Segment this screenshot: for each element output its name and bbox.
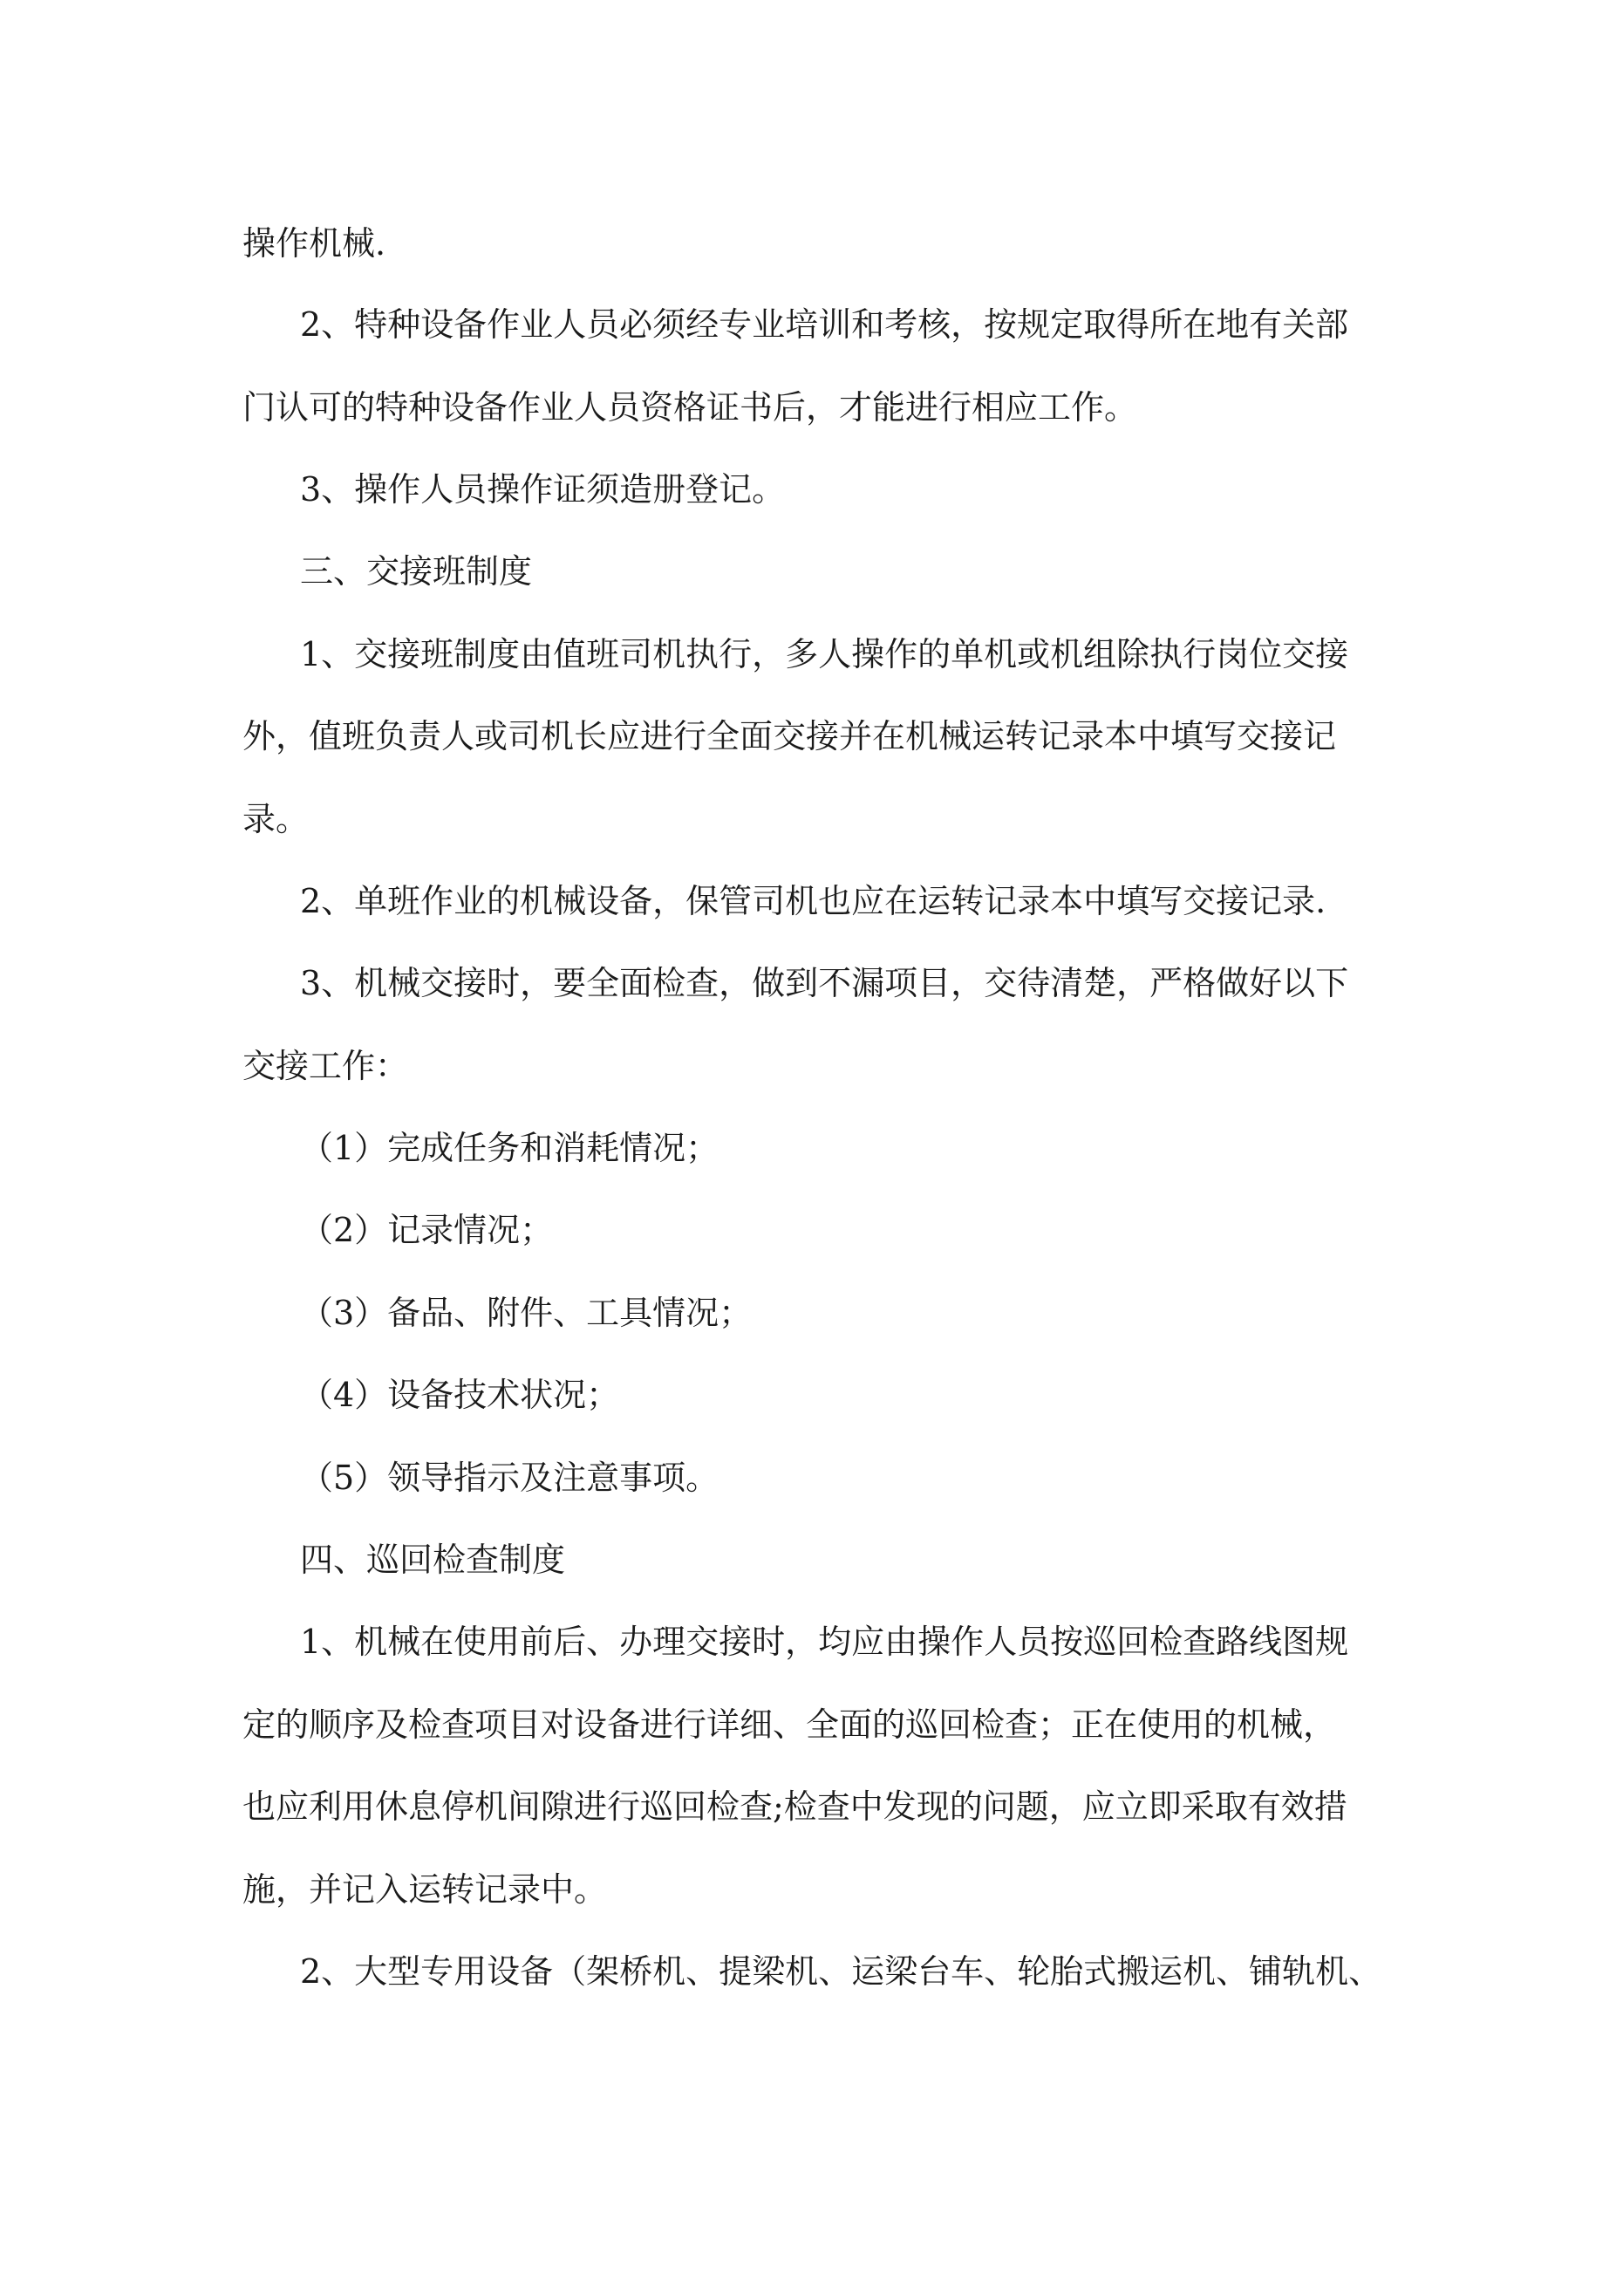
section-heading: 三、交接班制度: [300, 552, 533, 591]
text-line: 录。: [242, 800, 310, 838]
text-line: 2、单班作业的机械设备，保管司机也应在运转记录本中填写交接记录.: [300, 882, 1326, 920]
list-item: （3）备品、附件、工具情况；: [300, 1294, 753, 1332]
text-line: 3、操作人员操作证须造册登记。: [300, 470, 786, 509]
text-line: 交接工作：: [242, 1047, 409, 1085]
text-line: 定的顺序及检查项目对设备进行详细、全面的巡回检查；正在使用的机械，: [242, 1705, 1337, 1744]
text-line: 操作机械.: [242, 224, 386, 263]
list-item: （4）设备技术状况；: [300, 1376, 620, 1414]
text-line: 3、机械交接时，要全面检查，做到不漏项目，交待清楚，严格做好以下: [300, 964, 1349, 1002]
text-line: 也应利用休息停机间隙进行巡回检查;检查中发现的问题，应立即采取有效措: [242, 1787, 1347, 1826]
text-line: 2、特种设备作业人员必须经专业培训和考核，按规定取得所在地有关部: [300, 305, 1349, 344]
text-line: 1、机械在使用前后、办理交接时，均应由操作人员按巡回检查路线图规: [300, 1623, 1349, 1661]
list-item: （2）记录情况；: [300, 1211, 554, 1249]
text-line: 施，并记入运转记录中。: [242, 1870, 608, 1909]
section-heading: 四、巡回检查制度: [300, 1541, 566, 1579]
text-line: 门认可的特种设备作业人员资格证书后，才能进行相应工作。: [242, 388, 1138, 427]
list-item: （5）领导指示及注意事项。: [300, 1459, 719, 1497]
text-line: 外，值班负责人或司机长应进行全面交接并在机械运转记录本中填写交接记: [242, 717, 1337, 755]
text-line: 2、大型专用设备（架桥机、提梁机、运梁台车、轮胎式搬运机、铺轨机、: [300, 1952, 1382, 1991]
text-line: 1、交接班制度由值班司机执行，多人操作的单机或机组除执行岗位交接: [300, 635, 1349, 673]
list-item: （1）完成任务和消耗情况；: [300, 1129, 719, 1167]
